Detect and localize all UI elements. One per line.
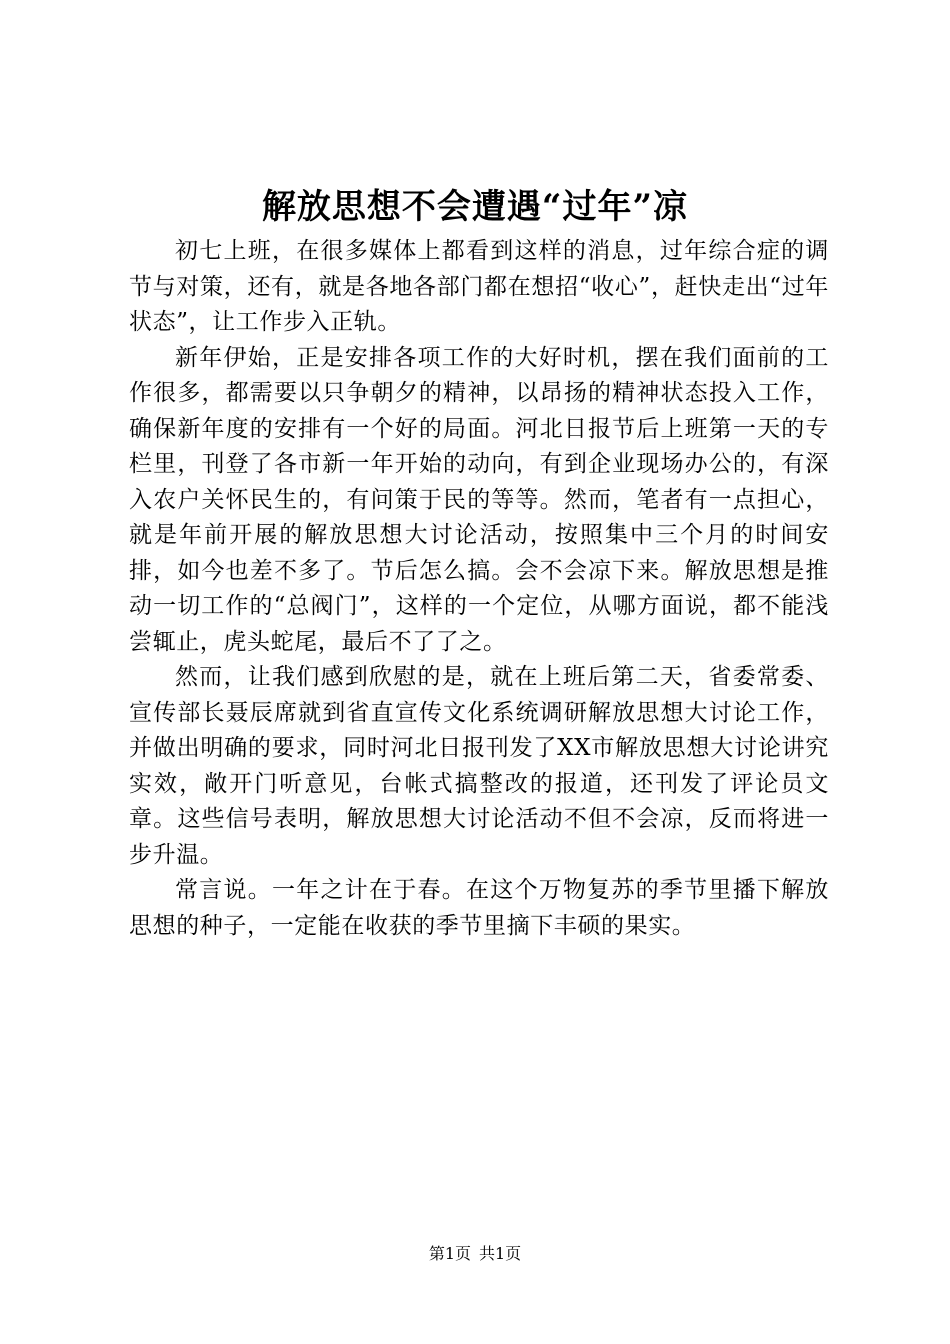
document-title: 解放思想不会遭遇“过年”凉 bbox=[261, 187, 689, 227]
paragraph-1: 初七上班，在很多媒体上都看到这样的消息，过年综合症的调节与对策，还有，就是各地各部门都在想招“收心”，赶快走出“过年状态”，让工作步入正轨。 bbox=[129, 238, 829, 335]
paragraph-3: 然而，让我们感到欣慰的是，就在上班后第二天，省委常委、宣传部长聂辰席就到省直宣传文化系统调研解放思想大讨论工作，并做出明确的要求，同时河北日报刊发了XX市解放思想大讨论讲究实效，敞开门听意见，台帐式搞整改的报道，还刊发了评论员文章。这些信号表明，解放思想大讨论活动不但不会凉，反而将进一步升温。 bbox=[129, 664, 829, 868]
page-number: 第1页 bbox=[428, 1244, 471, 1263]
page-footer bbox=[0, 1242, 950, 1266]
document-body bbox=[129, 234, 829, 944]
paragraph-4: 常言说。一年之计在于春。在这个万物复苏的季节里播下解放思想的种子，一定能在收获的季节里摘下丰硕的果实。 bbox=[129, 877, 829, 939]
page-total: 共1页 bbox=[479, 1244, 522, 1263]
paragraph-2: 新年伊始，正是安排各项工作的大好时机，摆在我们面前的工作很多，都需要以只争朝夕的精神，以昂扬的精神状态投入工作，确保新年度的安排有一个好的局面。河北日报节后上班第一天的专栏里，刊登了各市新一年开始的动向，有到企业现场办公的，有深入农户关怀民生的，有问策于民的等等。然而，笔者有一点担心，就是年前开展的解放思想大讨论活动，按照集中三个月的时间安排，如今也差不多了。节后怎么搞。会不会凉下来。解放思想是推动一切工作的“总阀门”，这样的一个定位，从哪方面说，都不能浅尝辄止，虎头蛇尾，最后不了了之。 bbox=[129, 344, 829, 655]
